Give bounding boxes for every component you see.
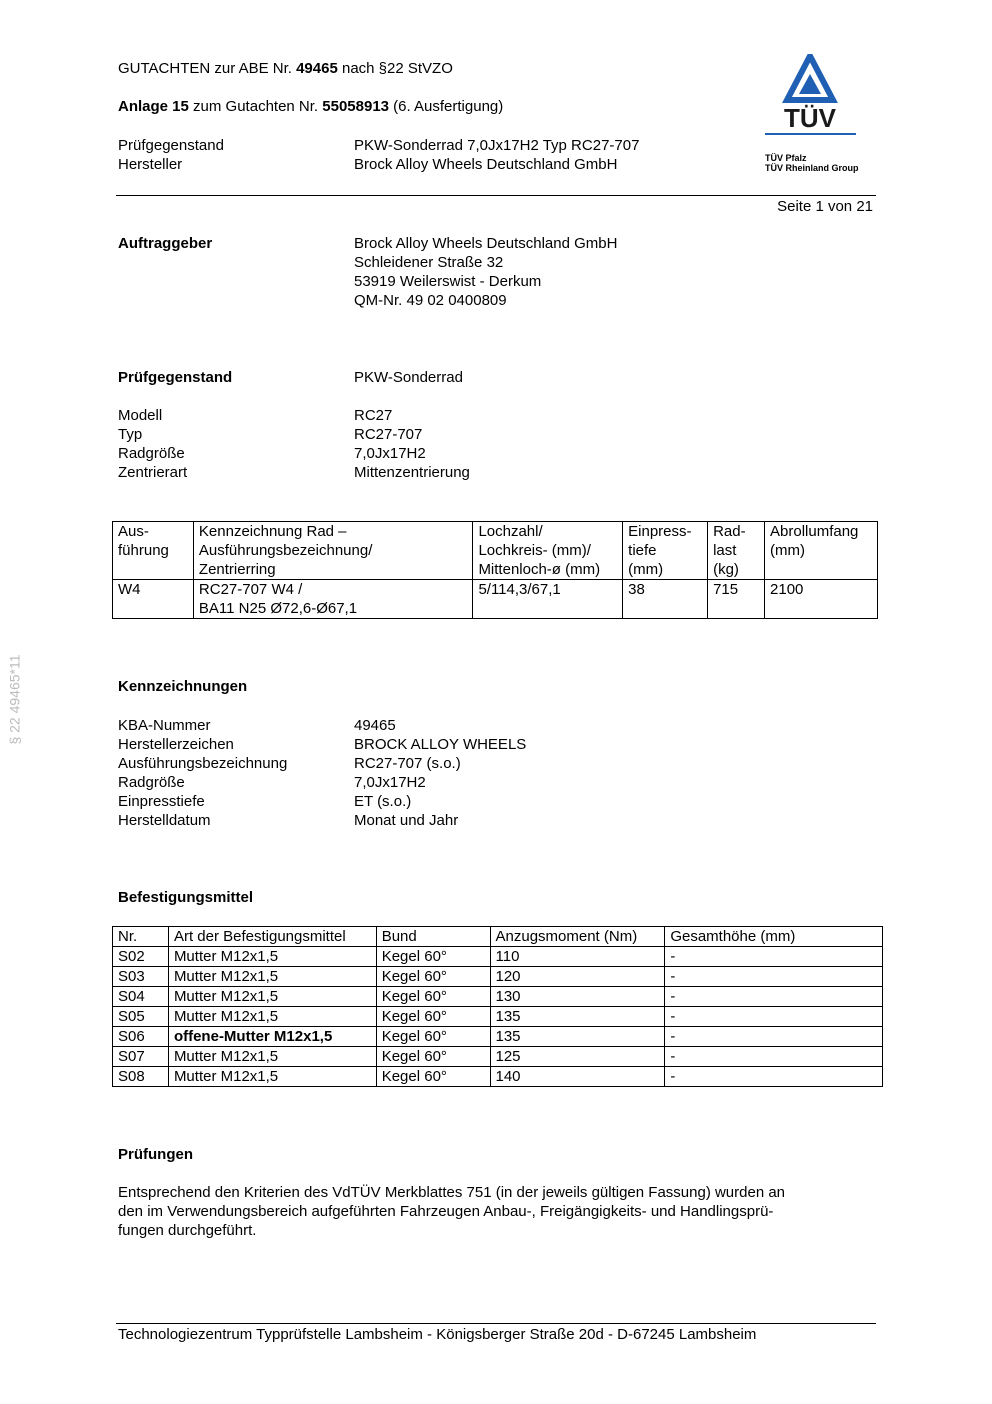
header-cell: Einpress- tiefe (mm)	[623, 522, 708, 580]
pruefungen-text: Entsprechend den Kriterien des VdTÜV Merkblattes 751 (in der jeweils gültigen Fassung) wurden an den im Verwendungsbereich aufgeführten Fahrzeugen Anbau-, Freigängigkeits- und Handlingsprü- fungen durchgeführt.	[118, 1184, 786, 1239]
page-info: Seite 1 von 21	[777, 198, 873, 215]
header-cell: Aus- führung	[113, 522, 194, 580]
cell-radlast: 715	[708, 580, 765, 619]
auftraggeber-label: Auftraggeber	[118, 235, 213, 252]
befestigung-table	[112, 926, 883, 1087]
header-cell: Rad- last (kg)	[708, 522, 765, 580]
auftraggeber-address: Brock Alloy Wheels Deutschland GmbH Schleidener Straße 32 53919 Weilerswist - Derkum QM-Nr. 49 02 0400809	[354, 235, 618, 309]
cell-einpresstiefe: 38	[623, 580, 708, 619]
befestigung-header-row	[113, 927, 883, 947]
kennzeichnungen-title: Kennzeichnungen	[118, 678, 248, 695]
header-cell: Gesamthöhe (mm)	[665, 927, 883, 947]
tuev-triangle-icon	[760, 54, 860, 138]
befestigung-title: Befestigungsmittel	[118, 889, 254, 906]
table-row: S04 Mutter M12x1,5 Kegel 60° 130 -	[113, 987, 883, 1007]
header-cell: Nr.	[113, 927, 169, 947]
header-cell: Lochzahl/ Lochkreis- (mm)/ Mittenloch-ø (mm)	[473, 522, 623, 580]
table-row: S03 Mutter M12x1,5 Kegel 60° 120 -	[113, 967, 883, 987]
table-row: S06 offene-Mutter M12x1,5 Kegel 60° 135 -	[113, 1027, 883, 1047]
table-row: S07 Mutter M12x1,5 Kegel 60° 125 -	[113, 1047, 883, 1067]
cell-ausfuehrung: W4	[113, 580, 194, 619]
header-cell: Abrollumfang (mm)	[765, 522, 878, 580]
header-divider	[116, 195, 876, 196]
cell-lochkreis: 5/114,3/67,1	[473, 580, 623, 619]
cell-abrollumfang: 2100	[765, 580, 878, 619]
header-line-1: GUTACHTEN zur ABE Nr. 49465 nach §22 StVZO	[118, 60, 453, 77]
table-row	[113, 580, 878, 619]
tuev-logo	[760, 54, 860, 173]
pruefungen-title: Prüfungen	[118, 1146, 193, 1163]
header-line-2: Anlage 15 zum Gutachten Nr. 55058913 (6. Ausfertigung)	[118, 98, 504, 115]
wheel-table	[112, 521, 878, 619]
footer-divider	[116, 1323, 876, 1324]
tuev-logo-sub: TÜV Pfalz TÜV Rheinland Group	[765, 153, 859, 173]
tuev-logo-text: TÜV	[784, 103, 836, 133]
header-cell: Art der Befestigungsmittel	[168, 927, 376, 947]
header-cell: Bund	[376, 927, 490, 947]
table-row: S02 Mutter M12x1,5 Kegel 60° 110 -	[113, 947, 883, 967]
side-register-text: § 22 49465*11	[6, 654, 23, 745]
cell-kennzeichnung: RC27-707 W4 / BA11 N25 Ø72,6-Ø67,1	[193, 580, 473, 619]
table-row: S05 Mutter M12x1,5 Kegel 60° 135 -	[113, 1007, 883, 1027]
wheel-table-header-row	[113, 522, 878, 580]
footer-text: Technologiezentrum Typprüfstelle Lambsheim - Königsberger Straße 20d - D-67245 Lambsheim	[118, 1326, 757, 1343]
table-row: S08 Mutter M12x1,5 Kegel 60° 140 -	[113, 1067, 883, 1087]
header-cell: Kennzeichnung Rad – Ausführungsbezeichnung/ Zentrierring	[193, 522, 473, 580]
header-cell: Anzugsmoment (Nm)	[490, 927, 665, 947]
